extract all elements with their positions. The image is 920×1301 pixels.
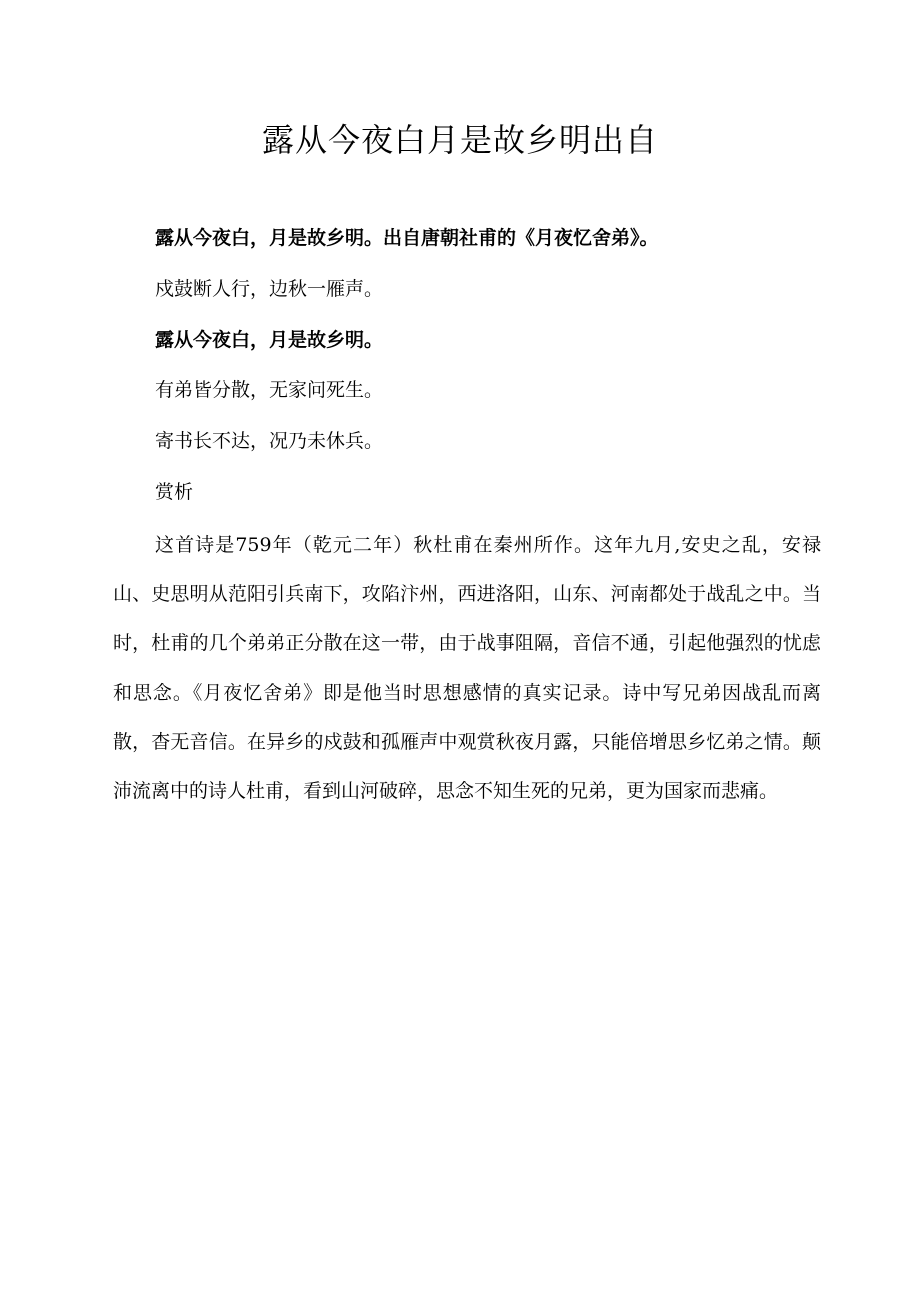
- document-title: 露从今夜白月是故乡明出自: [261, 121, 658, 159]
- verse-line-1: 戍鼓断人行，边秋一雁声。: [155, 278, 384, 300]
- analysis-paragraph: 这首诗是759年（乾元二年）秋杜甫在秦州所作。这年九月,安史之乱，安禄山、史思明从范阳引兵南下，攻陷汴州，西进洛阳，山东、河南都处于战乱之中。当时，杜甫的几个弟弟正分散在这一带，由于战事阻隔，音信不通，引起他强烈的忧虑和思念。《月夜忆舍弟》即是他当时思想感情的真实记录。诗中写兄弟因战乱而离散，杳无音信。在异乡的戍鼓和孤雁声中观赏秋夜月露，只能倍增思乡忆弟之情。颠沛流离中的诗人杜甫，看到山河破碎，思念不知生死的兄弟，更为国家而悲痛。: [113, 534, 821, 803]
- appreciation-heading: 赏析: [155, 481, 194, 503]
- verse-line-4: 寄书长不达，况乃未休兵。: [155, 430, 384, 452]
- source-line: 露从今夜白，月是故乡明。出自唐朝社甫的《月夜忆舍弟》。: [155, 227, 659, 249]
- verse-line-2: 露从今夜白，月是故乡明。: [155, 329, 384, 351]
- verse-line-3: 有弟皆分散，无家问死生。: [155, 379, 384, 401]
